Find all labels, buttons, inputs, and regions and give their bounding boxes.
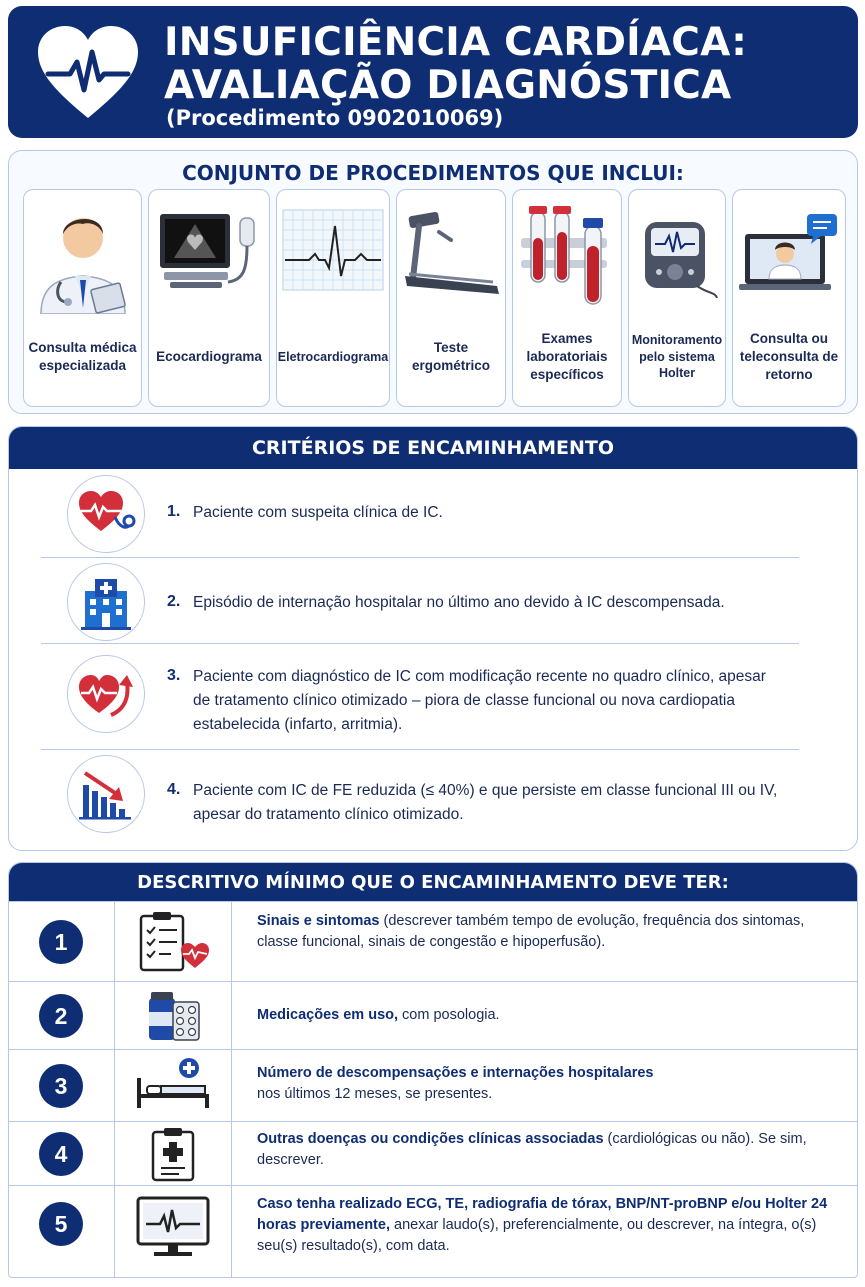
descriptive-panel: [8, 862, 858, 1278]
holter-icon: [631, 198, 723, 298]
criteria-text: Paciente com IC de FE reduzida (≤ 40%) e que persiste em classe funcional III ou IV, apesar do tratamento clínico otimizado.: [193, 782, 778, 823]
page-title-line2: AVALIAÇÃO DIAGNÓSTICA: [164, 63, 732, 108]
page-title-line1: INSUFICIÊNCIA CARDÍACA:: [164, 20, 747, 65]
row-text: Sinais e sintomas (descrever também tempo de evolução, frequência dos sintomas, classe funcional, sinais de congestão e hipoperfusão).: [257, 913, 805, 950]
criteria-number: 4.: [167, 781, 181, 798]
procedure-card-ecocardiograma: [148, 189, 270, 407]
divider: [41, 749, 799, 750]
heart-rising-arrow-icon: [75, 663, 137, 725]
procedures-panel: [8, 150, 858, 414]
procedure-card-consulta: [23, 189, 142, 407]
row-number-badge: 4: [39, 1132, 83, 1176]
test-tubes-icon: [515, 198, 619, 308]
hospital-bed-icon: [133, 1056, 213, 1112]
criteria-text: Episódio de internação hospitalar no último ano devido à IC descompensada.: [193, 594, 725, 611]
row-text: Número de descompensações e internações hospitalares nos últimos 12 meses, se presentes.: [257, 1065, 654, 1102]
procedure-label: Eletrocardiograma: [277, 349, 389, 364]
row-number-badge: 3: [39, 1064, 83, 1108]
ecg-monitor-icon: [134, 1194, 212, 1260]
procedure-card-teste-ergometrico: [396, 189, 506, 407]
procedure-label: Ecocardiograma: [156, 348, 262, 364]
header-banner: [8, 6, 858, 138]
criteria-number: 1.: [167, 503, 181, 520]
criteria-number: 3.: [167, 667, 181, 684]
procedures-heading: CONJUNTO DE PROCEDIMENTOS QUE INCLUI:: [182, 161, 684, 185]
row-text: Caso tenha realizado ECG, TE, radiografia de tórax, BNP/NT-proBNP e/ou Holter 24 horas previamente, anexar laudo(s), preferencialmente, ou descrever, na íntegra, o(s) seu(s) resultado(s), com data.: [257, 1196, 828, 1254]
criteria-text: Paciente com diagnóstico de IC com modificação recente no quadro clínico, apesar de tratamento clínico otimizado – piora de classe funcional ou nova cardiopatia estabelecida (infarto, arritmia).: [193, 668, 766, 733]
ultrasound-icon: [154, 198, 264, 298]
divider: [41, 557, 799, 558]
clipboard-heart-icon: [135, 910, 211, 974]
procedure-card-holter: [628, 189, 726, 407]
heart-pulse-icon: [34, 24, 142, 124]
row-number-badge: 1: [39, 920, 83, 964]
treadmill-icon: [399, 198, 503, 298]
procedure-label: Consulta ou teleconsulta de retorno: [739, 330, 839, 383]
teleconsultation-icon: [737, 198, 841, 298]
row-text: Outras doenças ou condições clínicas associadas (cardiológicas ou não). Se sim, descrever.: [257, 1131, 807, 1168]
table-row: [9, 1049, 857, 1121]
criteria-heading: CRITÉRIOS DE ENCAMINHAMENTO: [9, 427, 857, 469]
procedure-label: Teste ergométrico: [411, 339, 491, 373]
ecg-icon: [281, 198, 385, 298]
criteria-item: [41, 475, 799, 557]
row-number-badge: 5: [39, 1202, 83, 1246]
declining-chart-icon: [75, 763, 137, 825]
hospital-icon: [75, 571, 137, 633]
criteria-panel: [8, 426, 858, 851]
medication-icon: [143, 988, 203, 1044]
procedure-code: (Procedimento 0902010069): [166, 106, 504, 130]
criteria-number: 2.: [167, 593, 181, 610]
table-row: [9, 901, 857, 981]
row-text: Medicações em uso, com posologia.: [257, 1007, 500, 1023]
divider: [41, 643, 799, 644]
procedure-label: Consulta médica especializada: [28, 339, 137, 373]
medical-clipboard-icon: [149, 1126, 197, 1182]
procedure-card-eletrocardiograma: [276, 189, 390, 407]
procedure-label: Exames laboratoriais específicos: [526, 330, 608, 383]
criteria-text: Paciente com suspeita clínica de IC.: [193, 504, 443, 521]
table-row: [9, 1121, 857, 1185]
doctor-icon: [31, 198, 135, 314]
table-row: [9, 1185, 857, 1278]
row-number-badge: 2: [39, 994, 83, 1038]
criteria-item: [41, 651, 799, 741]
criteria-item: [41, 563, 799, 645]
table-row: [9, 981, 857, 1049]
heart-stethoscope-icon: [75, 483, 137, 545]
procedure-label: Monitoramento pelo sistema Holter: [631, 332, 723, 381]
criteria-item: [41, 755, 799, 843]
procedure-card-exames: [512, 189, 622, 407]
descriptive-heading: DESCRITIVO MÍNIMO QUE O ENCAMINHAMENTO DEVE TER:: [9, 863, 857, 901]
procedure-card-teleconsulta: [732, 189, 846, 407]
